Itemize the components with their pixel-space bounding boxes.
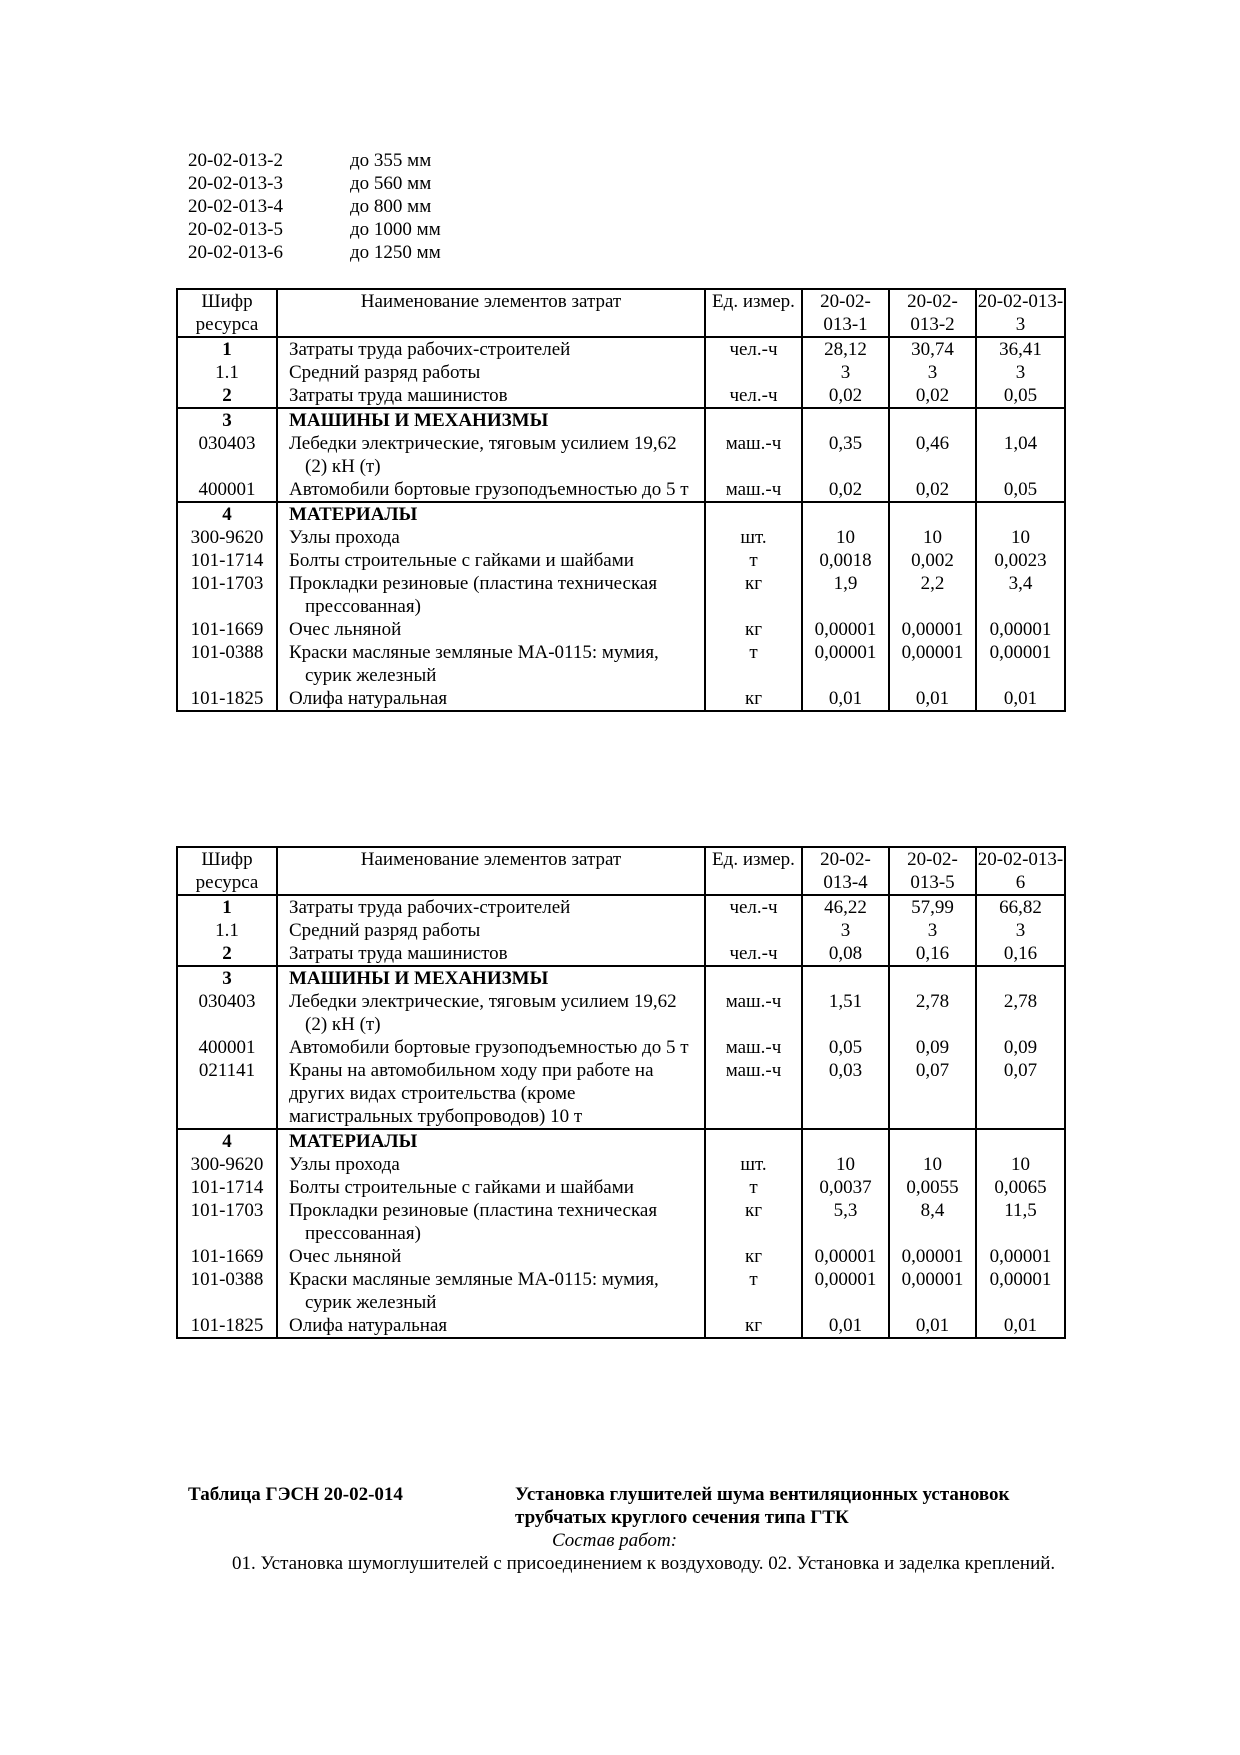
table-row bbox=[177, 1199, 1065, 1245]
row-value: 30,74 bbox=[889, 337, 976, 361]
row-unit: кг bbox=[705, 1245, 802, 1268]
row-unit: т bbox=[705, 549, 802, 572]
code-list-row bbox=[188, 195, 441, 218]
row-value: 0,00001 bbox=[976, 1268, 1065, 1314]
row-value: 2,78 bbox=[889, 990, 976, 1036]
table-row bbox=[177, 641, 1065, 687]
code-list-row bbox=[188, 172, 441, 195]
resource-table-1 bbox=[176, 288, 1066, 712]
header-col: 20-02-013-1 bbox=[802, 289, 889, 337]
row-name: Олифа натуральная bbox=[289, 688, 448, 709]
row-code: 300-9620 bbox=[177, 526, 277, 549]
row-value: 0,01 bbox=[889, 1314, 976, 1338]
header-code: Шифр ресурса bbox=[177, 847, 277, 895]
row-code: 1 bbox=[177, 337, 277, 361]
table-row bbox=[177, 1268, 1065, 1314]
row-value: 0,05 bbox=[802, 1036, 889, 1059]
row-name: Прокладки резиновые (пластина техническая прессованная) bbox=[289, 1200, 658, 1244]
row-code: 400001 bbox=[177, 1036, 277, 1059]
row-value: 0,09 bbox=[976, 1036, 1065, 1059]
row-value: 0,05 bbox=[976, 478, 1065, 502]
table-row bbox=[177, 942, 1065, 966]
row-value: 0,02 bbox=[802, 384, 889, 408]
row-code: 101-1825 bbox=[177, 687, 277, 711]
row-value: 0,00001 bbox=[889, 1245, 976, 1268]
row-value: 0,0065 bbox=[976, 1176, 1065, 1199]
row-value: 2,2 bbox=[889, 572, 976, 618]
section-code: 3 bbox=[177, 966, 277, 990]
row-value: 0,03 bbox=[802, 1059, 889, 1129]
table-label: Таблица ГЭСН 20-02-014 bbox=[188, 1484, 403, 1505]
row-value: 1,9 bbox=[802, 572, 889, 618]
row-unit: шт. bbox=[705, 1153, 802, 1176]
row-value: 0,0055 bbox=[889, 1176, 976, 1199]
table-row bbox=[177, 1245, 1065, 1268]
row-value: 0,05 bbox=[976, 384, 1065, 408]
code-list-row bbox=[188, 149, 441, 172]
table-row bbox=[177, 337, 1065, 361]
row-value: 0,0023 bbox=[976, 549, 1065, 572]
row-unit: маш.-ч bbox=[705, 1036, 802, 1059]
table-row bbox=[177, 618, 1065, 641]
row-name: Узлы прохода bbox=[289, 527, 400, 548]
table-row bbox=[177, 478, 1065, 502]
row-value: 3 bbox=[976, 361, 1065, 384]
header-col: 20-02-013-2 bbox=[889, 289, 976, 337]
section-code: 4 bbox=[177, 502, 277, 526]
row-value: 3 bbox=[889, 919, 976, 942]
row-name: Затраты труда машинистов bbox=[277, 942, 705, 966]
row-value: 10 bbox=[889, 1153, 976, 1176]
row-value: 0,01 bbox=[976, 1314, 1065, 1338]
header-col: 20-02-013-4 bbox=[802, 847, 889, 895]
row-value: 0,07 bbox=[889, 1059, 976, 1129]
code-desc: до 1000 мм bbox=[350, 219, 441, 240]
row-code: 101-1669 bbox=[177, 1245, 277, 1268]
table-row bbox=[177, 1153, 1065, 1176]
row-code: 400001 bbox=[177, 478, 277, 502]
table-row bbox=[177, 361, 1065, 384]
row-name: Узлы прохода bbox=[289, 1154, 400, 1175]
row-value: 0,00001 bbox=[802, 1245, 889, 1268]
row-value: 3 bbox=[889, 361, 976, 384]
row-value: 66,82 bbox=[976, 895, 1065, 919]
resource-table-2 bbox=[176, 846, 1066, 1339]
code: 20-02-013-2 bbox=[188, 150, 283, 171]
row-value: 0,01 bbox=[889, 687, 976, 711]
code-desc: до 560 мм bbox=[350, 173, 432, 194]
table-row bbox=[177, 384, 1065, 408]
row-code: 1.1 bbox=[177, 919, 277, 942]
row-value: 0,09 bbox=[889, 1036, 976, 1059]
row-value: 0,00001 bbox=[889, 1268, 976, 1314]
row-code: 101-1669 bbox=[177, 618, 277, 641]
code: 20-02-013-3 bbox=[188, 173, 283, 194]
row-value: 2,78 bbox=[976, 990, 1065, 1036]
code-desc: до 1250 мм bbox=[350, 242, 441, 263]
composition-heading: Состав работ: bbox=[552, 1530, 678, 1551]
row-code: 101-1714 bbox=[177, 549, 277, 572]
row-name: Краски масляные земляные МА-0115: мумия, сурик железный bbox=[289, 1269, 659, 1313]
row-value: 0,00001 bbox=[976, 1245, 1065, 1268]
row-value: 10 bbox=[976, 1153, 1065, 1176]
row-unit: чел.-ч bbox=[705, 942, 802, 966]
row-unit: т bbox=[705, 641, 802, 687]
row-unit: чел.-ч bbox=[705, 337, 802, 361]
table-row bbox=[177, 1314, 1065, 1338]
header-unit: Ед. измер. bbox=[705, 289, 802, 337]
code: 20-02-013-4 bbox=[188, 196, 283, 217]
section-title: МАШИНЫ И МЕХАНИЗМЫ bbox=[277, 408, 705, 432]
row-code: 021141 bbox=[177, 1059, 277, 1129]
table-title: Установка глушителей шума вентиляционных установок трубчатых круглого сечения типа ГТК bbox=[515, 1484, 1010, 1528]
section-row bbox=[177, 408, 1065, 432]
row-name: Прокладки резиновые (пластина техническая прессованная) bbox=[289, 573, 658, 617]
header-code: Шифр ресурса bbox=[177, 289, 277, 337]
row-value: 10 bbox=[889, 526, 976, 549]
row-value: 3 bbox=[802, 919, 889, 942]
row-value: 0,46 bbox=[889, 432, 976, 478]
row-unit: маш.-ч bbox=[705, 1059, 802, 1129]
row-value: 0,00001 bbox=[802, 641, 889, 687]
row-unit: кг bbox=[705, 1199, 802, 1245]
row-unit: кг bbox=[705, 1314, 802, 1338]
row-unit: маш.-ч bbox=[705, 478, 802, 502]
row-unit: т bbox=[705, 1268, 802, 1314]
table-header-row bbox=[177, 847, 1065, 895]
row-value: 0,002 bbox=[889, 549, 976, 572]
row-name: Автомобили бортовые грузоподъемностью до 5 т bbox=[289, 1037, 689, 1058]
row-name: Лебедки электрические, тяговым усилием 19,62 (2) кН (т) bbox=[289, 433, 677, 477]
table-row bbox=[177, 1036, 1065, 1059]
table-row bbox=[177, 572, 1065, 618]
header-name: Наименование элементов затрат bbox=[277, 847, 705, 895]
row-value: 10 bbox=[802, 1153, 889, 1176]
row-code: 2 bbox=[177, 384, 277, 408]
row-value: 0,00001 bbox=[889, 618, 976, 641]
table-row bbox=[177, 919, 1065, 942]
row-name: Краски масляные земляные МА-0115: мумия, сурик железный bbox=[289, 642, 659, 686]
section-code: 4 bbox=[177, 1129, 277, 1153]
row-value: 1,51 bbox=[802, 990, 889, 1036]
row-name: Олифа натуральная bbox=[289, 1315, 448, 1336]
code-desc: до 355 мм bbox=[350, 150, 432, 171]
row-value: 0,00001 bbox=[802, 618, 889, 641]
table-row bbox=[177, 895, 1065, 919]
row-code: 101-1703 bbox=[177, 572, 277, 618]
row-value: 28,12 bbox=[802, 337, 889, 361]
header-name: Наименование элементов затрат bbox=[277, 289, 705, 337]
row-unit: кг bbox=[705, 572, 802, 618]
section-title: МАТЕРИАЛЫ bbox=[277, 502, 705, 526]
section-title: МАШИНЫ И МЕХАНИЗМЫ bbox=[277, 966, 705, 990]
row-name: Очес льняной bbox=[289, 1246, 402, 1267]
code-list-row bbox=[188, 241, 441, 264]
row-unit: маш.-ч bbox=[705, 990, 802, 1036]
row-value: 3,4 bbox=[976, 572, 1065, 618]
row-unit: шт. bbox=[705, 526, 802, 549]
row-code: 030403 bbox=[177, 990, 277, 1036]
table-row bbox=[177, 526, 1065, 549]
row-code: 300-9620 bbox=[177, 1153, 277, 1176]
row-value: 0,01 bbox=[802, 687, 889, 711]
row-unit: чел.-ч bbox=[705, 384, 802, 408]
row-value: 46,22 bbox=[802, 895, 889, 919]
row-name: Болты строительные с гайками и шайбами bbox=[289, 550, 634, 571]
row-name: Средний разряд работы bbox=[277, 919, 705, 942]
row-name: Средний разряд работы bbox=[277, 361, 705, 384]
row-unit: т bbox=[705, 1176, 802, 1199]
works-text: 01. Установка шумоглушителей с присоединением к воздуховоду. 02. Установка и заделка креплений. bbox=[232, 1553, 1056, 1574]
row-value: 0,35 bbox=[802, 432, 889, 478]
row-value: 0,01 bbox=[802, 1314, 889, 1338]
row-value: 3 bbox=[802, 361, 889, 384]
row-value: 1,04 bbox=[976, 432, 1065, 478]
row-value: 36,41 bbox=[976, 337, 1065, 361]
row-name: Затраты труда рабочих-строителей bbox=[277, 337, 705, 361]
row-name: Затраты труда рабочих-строителей bbox=[277, 895, 705, 919]
row-unit: кг bbox=[705, 687, 802, 711]
section-title: МАТЕРИАЛЫ bbox=[277, 1129, 705, 1153]
row-name: Очес льняной bbox=[289, 619, 402, 640]
row-value: 0,00001 bbox=[802, 1268, 889, 1314]
row-value: 10 bbox=[976, 526, 1065, 549]
row-code: 101-1825 bbox=[177, 1314, 277, 1338]
row-value: 10 bbox=[802, 526, 889, 549]
section-code: 3 bbox=[177, 408, 277, 432]
row-code: 101-0388 bbox=[177, 641, 277, 687]
row-value: 0,00001 bbox=[889, 641, 976, 687]
row-value: 0,00001 bbox=[976, 641, 1065, 687]
section-row bbox=[177, 1129, 1065, 1153]
row-value: 0,00001 bbox=[976, 618, 1065, 641]
row-name: Лебедки электрические, тяговым усилием 19,62 (2) кН (т) bbox=[289, 991, 677, 1035]
header-col: 20-02-013-6 bbox=[977, 849, 1064, 893]
row-value: 0,0037 bbox=[802, 1176, 889, 1199]
row-name: Краны на автомобильном ходу при работе на других видах строительства (кроме магистральных трубопроводов) 10 т bbox=[277, 1059, 705, 1129]
code-list-row bbox=[188, 218, 441, 241]
code: 20-02-013-5 bbox=[188, 219, 283, 240]
row-value: 0,02 bbox=[889, 384, 976, 408]
row-code: 101-1714 bbox=[177, 1176, 277, 1199]
table-row bbox=[177, 687, 1065, 711]
row-value: 11,5 bbox=[976, 1199, 1065, 1245]
row-unit bbox=[705, 919, 802, 942]
row-value: 0,01 bbox=[976, 687, 1065, 711]
header-col: 20-02-013-3 bbox=[977, 291, 1064, 335]
code-desc: до 800 мм bbox=[350, 196, 432, 217]
row-name: Затраты труда машинистов bbox=[277, 384, 705, 408]
row-unit: кг bbox=[705, 618, 802, 641]
row-value: 8,4 bbox=[889, 1199, 976, 1245]
table-header-row bbox=[177, 289, 1065, 337]
section-row bbox=[177, 502, 1065, 526]
row-code: 101-0388 bbox=[177, 1268, 277, 1314]
row-unit: маш.-ч bbox=[705, 432, 802, 478]
row-value: 0,08 bbox=[802, 942, 889, 966]
row-value: 5,3 bbox=[802, 1199, 889, 1245]
row-code: 101-1703 bbox=[177, 1199, 277, 1245]
row-value: 0,16 bbox=[889, 942, 976, 966]
row-code: 1.1 bbox=[177, 361, 277, 384]
table-row bbox=[177, 1059, 1065, 1129]
row-code: 1 bbox=[177, 895, 277, 919]
row-value: 0,07 bbox=[976, 1059, 1065, 1129]
row-value: 0,0018 bbox=[802, 549, 889, 572]
row-value: 0,02 bbox=[802, 478, 889, 502]
header-col: 20-02-013-5 bbox=[889, 847, 976, 895]
row-value: 0,16 bbox=[976, 942, 1065, 966]
row-unit: чел.-ч bbox=[705, 895, 802, 919]
table-row bbox=[177, 549, 1065, 572]
row-unit bbox=[705, 361, 802, 384]
row-name: Автомобили бортовые грузоподъемностью до 5 т bbox=[289, 479, 689, 500]
row-code: 030403 bbox=[177, 432, 277, 478]
table-row bbox=[177, 432, 1065, 478]
row-value: 57,99 bbox=[889, 895, 976, 919]
row-value: 0,02 bbox=[889, 478, 976, 502]
section-row bbox=[177, 966, 1065, 990]
row-code: 2 bbox=[177, 942, 277, 966]
header-unit: Ед. измер. bbox=[705, 847, 802, 895]
row-value: 3 bbox=[976, 919, 1065, 942]
code-list bbox=[188, 149, 441, 264]
code: 20-02-013-6 bbox=[188, 242, 283, 263]
table-row bbox=[177, 1176, 1065, 1199]
table-row bbox=[177, 990, 1065, 1036]
row-name: Болты строительные с гайками и шайбами bbox=[289, 1177, 634, 1198]
